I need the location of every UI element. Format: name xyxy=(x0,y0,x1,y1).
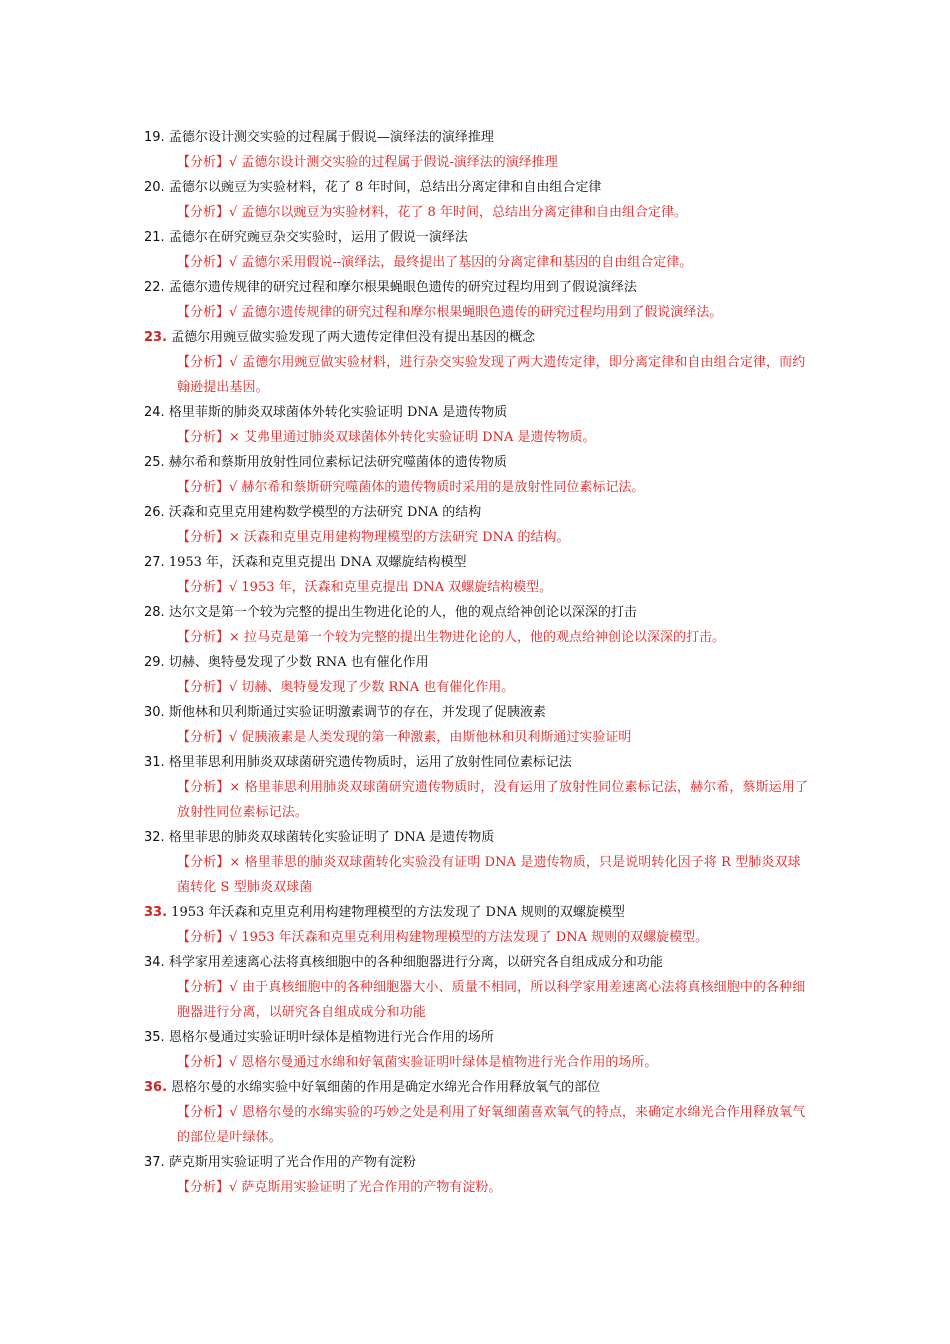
analysis-text: 【分析】√ 赫尔希和蔡斯研究噬菌体的遗传物质时采用的是放射性同位素标记法。 xyxy=(177,480,645,495)
analysis-text: 【分析】√ 促胰液素是人类发现的第一种激素，由斯他林和贝利斯通过实验证明 xyxy=(177,730,632,745)
analysis-text: 【分析】√ 由于真核细胞中的各种细胞器大小、质量不相同，所以科学家用差速离心法将真核细胞中的各种细胞器进行分离，以研究各自组成成分和功能 xyxy=(177,980,806,1020)
question-statement xyxy=(144,175,814,200)
question-number: 23. xyxy=(144,330,168,345)
question-item xyxy=(144,225,814,275)
question-item xyxy=(144,1150,814,1200)
question-statement xyxy=(144,275,814,300)
question-item xyxy=(144,175,814,225)
question-statement xyxy=(144,650,814,675)
question-number: 36. xyxy=(144,1080,168,1095)
question-text: 沃森和克里克用建构数学模型的方法研究 DNA 的结构 xyxy=(168,505,482,520)
question-statement xyxy=(144,125,814,150)
question-text: 孟德尔以豌豆为实验材料，花了 8 年时间，总结出分离定律和自由组合定律 xyxy=(168,180,602,195)
question-text: 1953 年沃森和克里克利用构建物理模型的方法发现了 DNA 规则的双螺旋模型 xyxy=(171,905,625,920)
question-statement xyxy=(144,600,814,625)
analysis-text: 【分析】√ 切赫、奥特曼发现了少数 RNA 也有催化作用。 xyxy=(177,680,515,695)
analysis-text: 【分析】√ 孟德尔用豌豆做实验材料，进行杂交实验发现了两大遗传定律，即分离定律和自由组合定律，而约翰逊提出基因。 xyxy=(177,355,806,395)
question-item xyxy=(144,325,814,400)
question-text: 孟德尔用豌豆做实验发现了两大遗传定律但没有提出基因的概念 xyxy=(171,330,536,345)
analysis-text: 【分析】√ 恩格尔曼的水绵实验的巧妙之处是利用了好氧细菌喜欢氧气的特点，来确定水绵光合作用释放氧气的部位是叶绿体。 xyxy=(177,1105,806,1145)
question-number: 20. xyxy=(144,180,165,195)
question-number: 32. xyxy=(144,830,165,845)
analysis-text: 【分析】√ 孟德尔采用假说--演绎法，最终提出了基因的分离定律和基因的自由组合定律。 xyxy=(177,255,693,270)
question-statement xyxy=(144,225,814,250)
question-text: 恩格尔曼的水绵实验中好氧细菌的作用是确定水绵光合作用释放氧气的部位 xyxy=(171,1080,601,1095)
analysis-text: 【分析】√ 1953 年沃森和克里克利用构建物理模型的方法发现了 DNA 规则的双螺旋模型。 xyxy=(177,930,709,945)
question-statement xyxy=(144,900,814,925)
question-item xyxy=(144,600,814,650)
question-item xyxy=(144,550,814,600)
question-number: 22. xyxy=(144,280,165,295)
question-number: 29. xyxy=(144,655,165,670)
question-item xyxy=(144,275,814,325)
question-item xyxy=(144,825,814,900)
analysis-text: 【分析】√ 孟德尔设计测交实验的过程属于假说-演绎法的演绎推理 xyxy=(177,155,558,170)
question-statement xyxy=(144,825,814,850)
analysis-text: 【分析】√ 萨克斯用实验证明了光合作用的产物有淀粉。 xyxy=(177,1180,502,1195)
analysis-text: 【分析】× 艾弗里通过肺炎双球菌体外转化实验证明 DNA 是遗传物质。 xyxy=(177,430,596,445)
question-text: 孟德尔遗传规律的研究过程和摩尔根果蝇眼色遗传的研究过程均用到了假说演绎法 xyxy=(168,280,637,295)
question-text: 切赫、奥特曼发现了少数 RNA 也有催化作用 xyxy=(168,655,429,670)
question-item xyxy=(144,450,814,500)
question-number: 31. xyxy=(144,755,165,770)
question-number: 30. xyxy=(144,705,165,720)
question-item xyxy=(144,750,814,825)
question-number: 26. xyxy=(144,505,165,520)
question-statement xyxy=(144,550,814,575)
question-text: 格里菲斯的肺炎双球菌体外转化实验证明 DNA 是遗传物质 xyxy=(168,405,508,420)
analysis-text: 【分析】× 拉马克是第一个较为完整的提出生物进化论的人，他的观点给神创论以深深的打击。 xyxy=(177,630,726,645)
question-list xyxy=(144,125,814,1200)
question-item xyxy=(144,650,814,700)
question-text: 恩格尔曼通过实验证明叶绿体是植物进行光合作用的场所 xyxy=(168,1030,494,1045)
question-text: 孟德尔在研究豌豆杂交实验时，运用了假说一演绎法 xyxy=(168,230,468,245)
question-statement xyxy=(144,450,814,475)
analysis-text: 【分析】√ 孟德尔遗传规律的研究过程和摩尔根果蝇眼色遗传的研究过程均用到了假说演绎法。 xyxy=(177,305,723,320)
question-statement xyxy=(144,700,814,725)
question-number: 37. xyxy=(144,1155,165,1170)
analysis-text: 【分析】√ 孟德尔以豌豆为实验材料，花了 8 年时间，总结出分离定律和自由组合定律。 xyxy=(177,205,687,220)
question-text: 1953 年，沃森和克里克提出 DNA 双螺旋结构模型 xyxy=(168,555,467,570)
question-statement xyxy=(144,400,814,425)
question-item xyxy=(144,700,814,750)
question-text: 格里菲思利用肺炎双球菌研究遗传物质时，运用了放射性同位素标记法 xyxy=(168,755,572,770)
question-item xyxy=(144,950,814,1025)
question-number: 21. xyxy=(144,230,165,245)
question-item xyxy=(144,900,814,950)
question-number: 35. xyxy=(144,1030,165,1045)
question-item xyxy=(144,1075,814,1150)
question-item xyxy=(144,125,814,175)
question-number: 25. xyxy=(144,455,165,470)
question-item xyxy=(144,400,814,450)
question-statement xyxy=(144,500,814,525)
question-statement xyxy=(144,950,814,975)
question-statement xyxy=(144,750,814,775)
question-item xyxy=(144,500,814,550)
question-item xyxy=(144,1025,814,1075)
analysis-text: 【分析】√ 1953 年，沃森和克里克提出 DNA 双螺旋结构模型。 xyxy=(177,580,553,595)
analysis-text: 【分析】× 沃森和克里克用建构物理模型的方法研究 DNA 的结构。 xyxy=(177,530,570,545)
question-statement xyxy=(144,325,814,350)
analysis-text: 【分析】× 格里菲思利用肺炎双球菌研究遗传物质时，没有运用了放射性同位素标记法，赫尔希，蔡斯运用了放射性同位素标记法。 xyxy=(177,780,808,820)
question-text: 科学家用差速离心法将真核细胞中的各种细胞器进行分离，以研究各自组成成分和功能 xyxy=(168,955,663,970)
question-text: 赫尔希和蔡斯用放射性同位素标记法研究噬菌体的遗传物质 xyxy=(168,455,507,470)
question-text: 达尔文是第一个较为完整的提出生物进化论的人，他的观点给神创论以深深的打击 xyxy=(168,605,637,620)
question-statement xyxy=(144,1075,814,1100)
question-text: 萨克斯用实验证明了光合作用的产物有淀粉 xyxy=(168,1155,416,1170)
question-text: 格里菲思的肺炎双球菌转化实验证明了 DNA 是遗传物质 xyxy=(168,830,495,845)
question-number: 28. xyxy=(144,605,165,620)
analysis-text: 【分析】× 格里菲思的肺炎双球菌转化实验没有证明 DNA 是遗传物质，只是说明转化因子将 R 型肺炎双球菌转化 S 型肺炎双球菌 xyxy=(177,855,801,895)
question-number: 34. xyxy=(144,955,165,970)
question-number: 33. xyxy=(144,905,168,920)
analysis-text: 【分析】√ 恩格尔曼通过水绵和好氧菌实验证明叶绿体是植物进行光合作用的场所。 xyxy=(177,1055,658,1070)
question-number: 19. xyxy=(144,130,165,145)
question-number: 24. xyxy=(144,405,165,420)
question-text: 斯他林和贝利斯通过实验证明激素调节的存在，并发现了促胰液素 xyxy=(168,705,546,720)
question-statement xyxy=(144,1025,814,1050)
question-number: 27. xyxy=(144,555,165,570)
question-text: 孟德尔设计测交实验的过程属于假说—演绎法的演绎推理 xyxy=(168,130,494,145)
question-statement xyxy=(144,1150,814,1175)
